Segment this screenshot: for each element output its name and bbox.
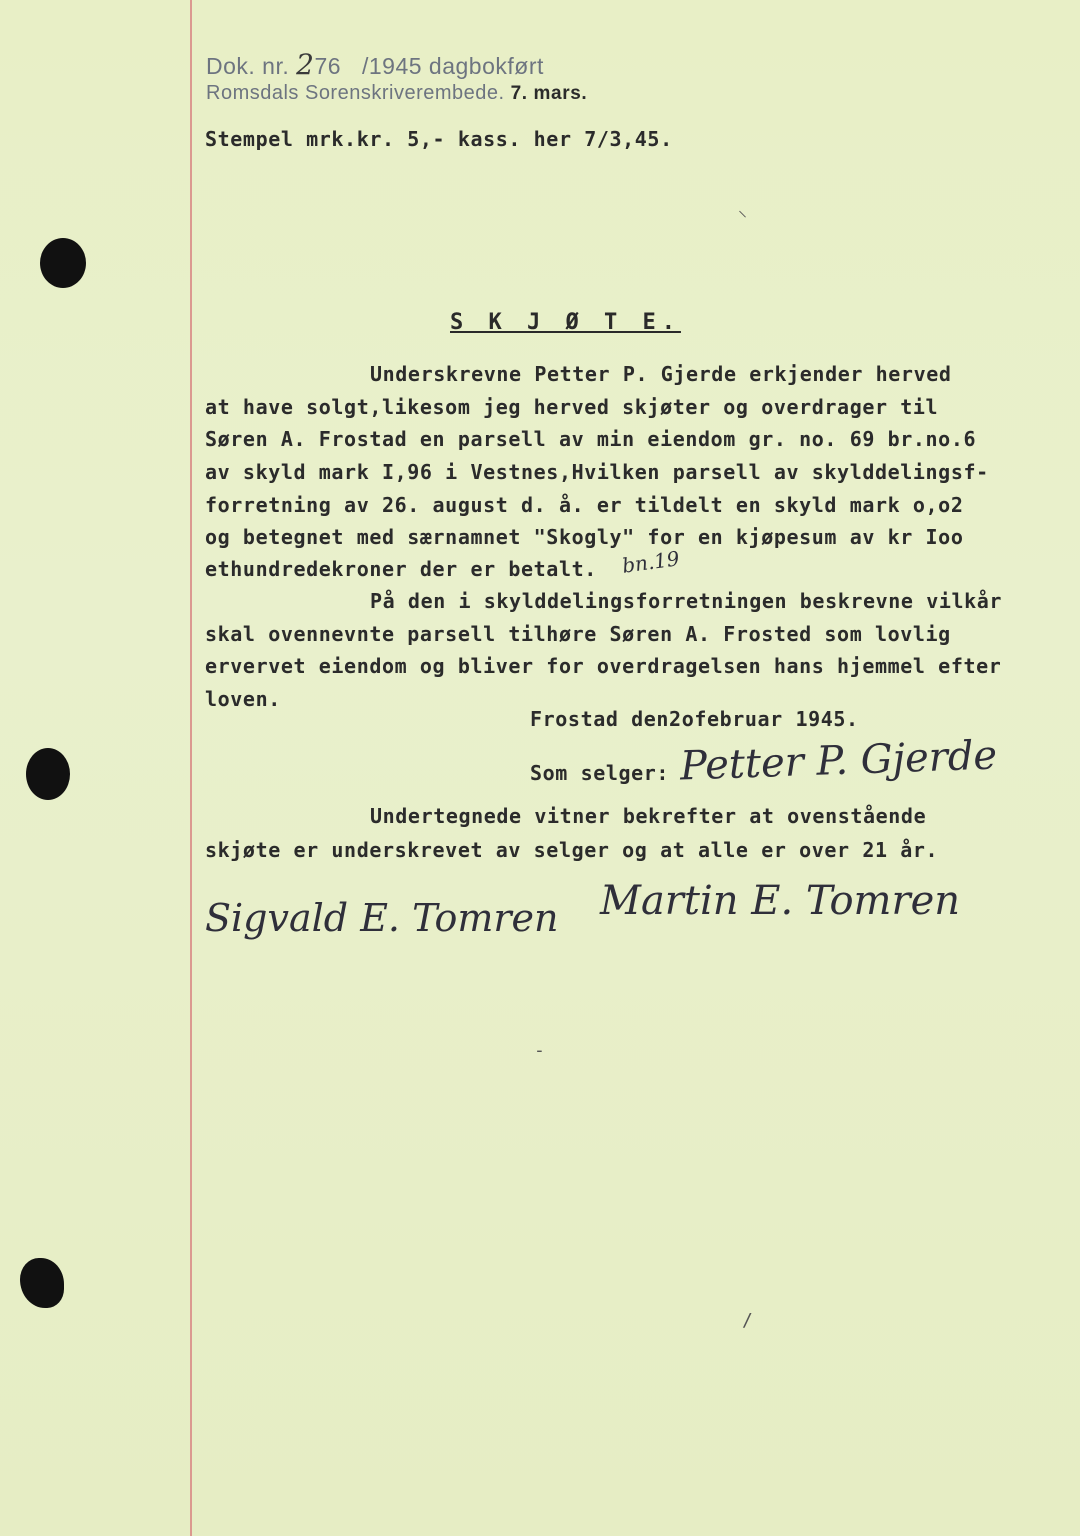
witness-signature-2: Martin E. Tomren	[600, 878, 961, 924]
dok-prefix: Dok. nr.	[206, 53, 290, 79]
document-title: S K J Ø T E.	[450, 310, 681, 335]
seller-signature: Petter P. Gjerde	[679, 732, 998, 790]
margin-note-handwritten: bn.19	[620, 546, 681, 578]
ink-speck: ⸜	[738, 200, 747, 221]
office-name: Romsdals Sorenskriverembede.	[206, 82, 505, 104]
dok-number: 76	[314, 53, 342, 79]
office-stamp	[206, 82, 587, 105]
witness-signature-1: Sigvald E. Tomren	[205, 896, 559, 940]
body-line: Underskrevne Petter P. Gjerde erkjender herved	[370, 362, 952, 386]
body-line: loven.	[205, 687, 281, 711]
ink-speck: /	[742, 1310, 753, 1331]
witness-line: Undertegnede vitner bekrefter at ovenstående	[370, 804, 927, 828]
ink-speck: -	[534, 1040, 545, 1061]
body-line: ervervet eiendom og bliver for overdragelsen hans hjemmel efter	[205, 654, 1002, 678]
margin-rule	[190, 0, 192, 1536]
body-line: og betegnet med særnamnet "Skogly" for en kjøpesum av kr Ioo	[205, 525, 964, 549]
punch-hole-top	[40, 238, 86, 288]
body-line: skal ovennevnte parsell tilhøre Søren A. Frosted som lovlig	[205, 622, 951, 646]
dok-year: /1945	[361, 53, 423, 79]
witness-line: skjøte er underskrevet av selger og at alle er over 21 år.	[205, 838, 939, 862]
stempel-line: Stempel mrk.kr. 5,- kass. her 7/3,45.	[205, 127, 673, 151]
dok-suffix: dagbokført	[428, 53, 544, 79]
body-line: forretning av 26. august d. å. er tildelt en skyld mark o,o2	[205, 493, 964, 517]
body-line: av skyld mark I,96 i Vestnes,Hvilken parsell av skylddelingsf-	[205, 460, 989, 484]
body-line: ethundredekroner der er betalt.	[205, 557, 597, 581]
punch-hole-bottom	[20, 1258, 64, 1308]
document-number-stamp	[206, 48, 544, 81]
stamp-date: 7. mars.	[510, 83, 588, 104]
body-line: at have solgt,likesom jeg herved skjøter og overdrager til	[205, 395, 939, 419]
body-line: På den i skylddelingsforretningen beskrevne vilkår	[370, 589, 1003, 613]
punch-hole-middle	[26, 748, 70, 800]
seller-label: Som selger:	[530, 761, 670, 785]
body-line: Søren A. Frostad en parsell av min eiendom gr. no. 69 br.no.6	[205, 427, 977, 451]
place-date: Frostad den2ofebruar 1945.	[530, 707, 859, 731]
dok-number-handwritten: 2	[296, 48, 315, 81]
